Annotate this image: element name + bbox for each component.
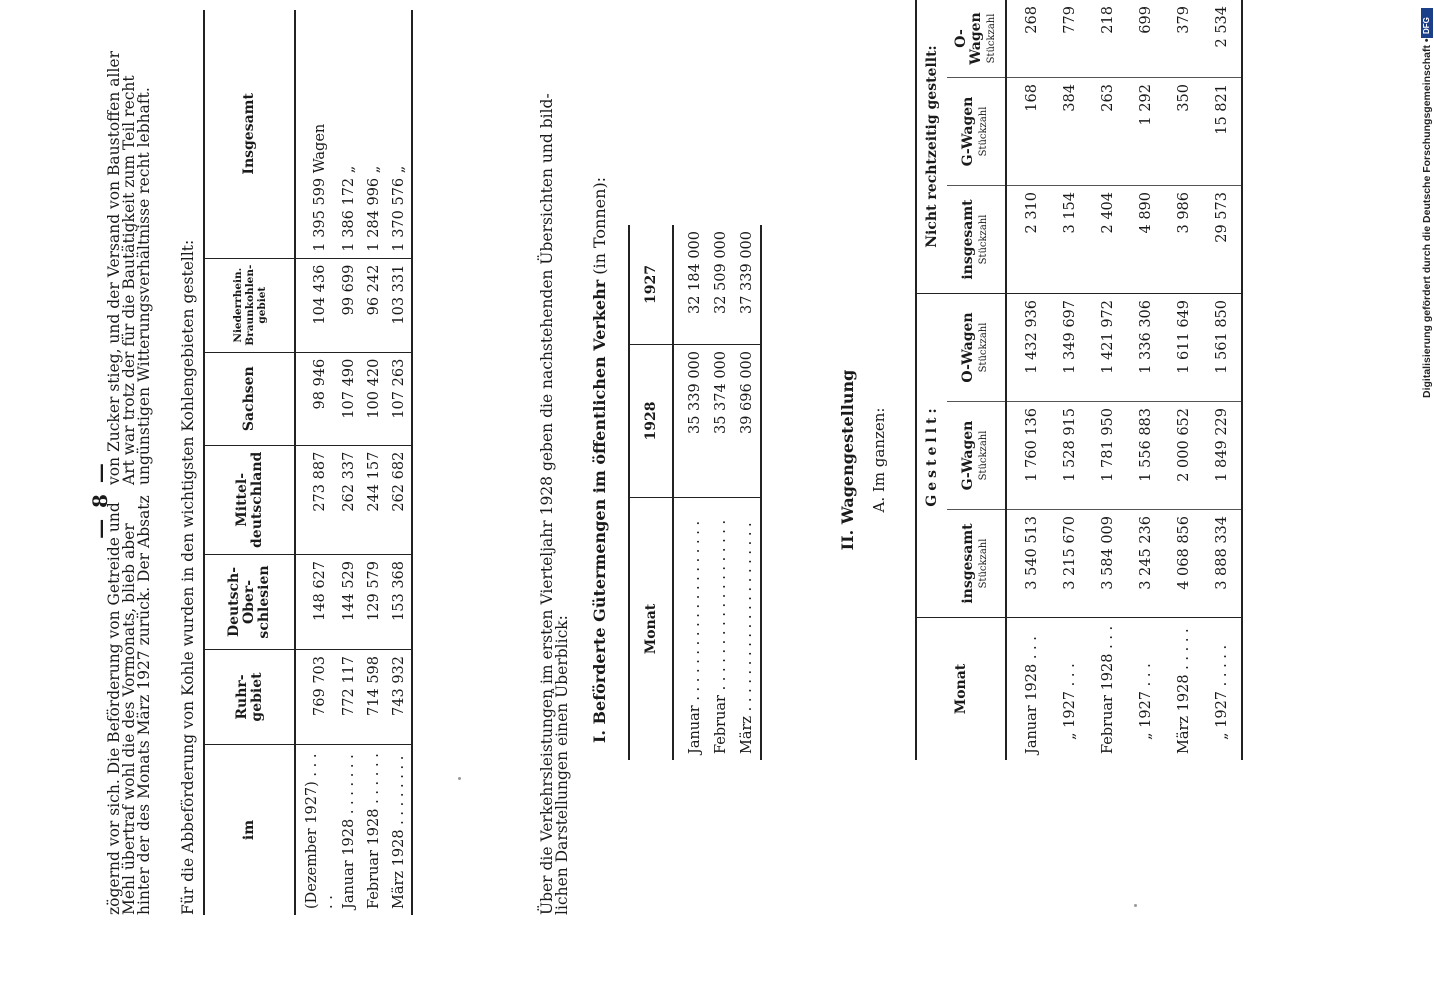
unit-label: Stückzahl — [978, 322, 989, 373]
section1-heading — [590, 5, 609, 915]
row-label: März 1928 . . . . . — [1176, 628, 1192, 754]
cell: 769 703 — [295, 650, 336, 745]
dfg-logo-text: DFG — [1422, 17, 1431, 34]
coal-intro-text: Für die Abbeförderung von Kohle wurden in den wichtigsten Kohlengebieten gestellt: — [179, 239, 197, 915]
cell: 3 986 — [1165, 186, 1203, 294]
col-header — [947, 402, 1006, 510]
row-label: „ 1927 . . . . . — [1203, 618, 1242, 761]
traffic-intro-line: Über die Verkehrsleistungen im ersten Vierteljahr 1928 geben die nachstehenden Übersichten und bild- — [538, 93, 556, 915]
cell: 350 — [1165, 78, 1203, 186]
cell: 1 781 950 — [1089, 402, 1127, 510]
col-header — [947, 186, 1006, 294]
row-label: Februar 1928 . . . . . . — [365, 753, 382, 909]
col-header: 1927 — [629, 225, 673, 345]
col-header: Mittel- deutschland — [204, 445, 295, 554]
cell: 144 529 — [336, 555, 361, 650]
col-header — [947, 294, 1006, 402]
table-row — [295, 10, 336, 915]
cell: 2 404 — [1089, 186, 1127, 294]
row-label: März 1928 . . . . . . . . — [386, 745, 412, 916]
unit-label: Stückzahl — [978, 214, 989, 265]
cell: 32 184 000 — [673, 225, 708, 345]
row-label: Januar 1928 . . . . . . . — [340, 754, 357, 909]
table-row — [1165, 0, 1203, 760]
cell: 244 157 — [361, 445, 386, 554]
col-header: im — [204, 745, 295, 916]
intro-line: Art war trotz der für die Bautätigkeit zum Teil recht — [120, 75, 138, 485]
cell: 2 310 — [1006, 186, 1051, 294]
table-row — [1127, 0, 1165, 760]
table-row — [1006, 0, 1051, 760]
col-header: Deutsch- Ober- schlesien — [204, 555, 295, 650]
traffic-intro — [540, 5, 570, 915]
goods-table-header — [629, 225, 673, 760]
cell: 15 821 — [1203, 78, 1242, 186]
cell: 772 117 — [336, 650, 361, 745]
goods-table — [628, 225, 762, 760]
cell: 218 — [1089, 0, 1127, 78]
cell: 107 263 — [386, 352, 412, 445]
table-row — [1051, 0, 1089, 760]
unit-label: Stückzahl — [985, 13, 997, 64]
sub-header-label: G-Wagen — [960, 96, 976, 167]
unit-label: Stückzahl — [978, 106, 989, 157]
cell: 262 682 — [386, 445, 412, 554]
sub-header-label: insgesamt — [960, 199, 976, 280]
col-header: Monat — [629, 498, 673, 761]
section1-unit: (in Tonnen): — [590, 176, 609, 275]
col-header: Insgesamt — [204, 10, 295, 258]
cell: 1 611 649 — [1165, 294, 1203, 402]
row-label: Februar 1928 . . . — [1100, 625, 1116, 754]
cell: 1 395 599 Wagen — [295, 10, 336, 258]
cell: 1 432 936 — [1006, 294, 1051, 402]
cell: 35 339 000 — [673, 345, 708, 498]
cell: 3 888 334 — [1203, 510, 1242, 618]
cell: 1 336 306 — [1127, 294, 1165, 402]
table-row — [734, 225, 761, 760]
intro-line: von Zucker stieg, und der Versand von Baustoffen aller — [105, 50, 123, 485]
wagon-table — [915, 0, 1243, 760]
cell: 1 528 915 — [1051, 402, 1089, 510]
col-header: Ruhr- gebiet — [204, 650, 295, 745]
coal-table — [203, 10, 413, 915]
cell: 3 215 670 — [1051, 510, 1089, 618]
cell: 3 584 009 — [1089, 510, 1127, 618]
col-header — [947, 0, 1006, 78]
intro-line: hinter der des Monats März 1927 zurück. Der Absatz — [135, 495, 153, 915]
unit-label: Stückzahl — [978, 430, 989, 481]
scan-speck — [1134, 904, 1137, 907]
cell: 103 331 — [386, 258, 412, 352]
section1-title: I. Beförderte Gütermengen im öffentlichen Verkehr — [590, 279, 609, 744]
cell: 1 292 — [1127, 78, 1165, 186]
cell: 1 421 972 — [1089, 294, 1127, 402]
intro-paragraph-left — [107, 480, 152, 915]
table-row — [361, 10, 386, 915]
wagon-table-group-header — [916, 0, 947, 760]
row-label: Januar . . . . . . . . . . . . . . . . . . . . — [687, 520, 703, 754]
intro-line: Mehl übertraf wohl die des Vormonats, blieb aber — [120, 523, 138, 915]
cell: 104 436 — [295, 258, 336, 352]
sub-header-label: G-Wagen — [960, 420, 976, 491]
page-number: — 8 — — [88, 461, 112, 539]
traffic-intro-line: lichen Darstellungen einen Überblick: — [553, 615, 571, 915]
cell: 1 284 996 „ — [361, 10, 386, 258]
cell: 714 598 — [361, 650, 386, 745]
cell: 268 — [1006, 0, 1051, 78]
cell: 2 000 652 — [1165, 402, 1203, 510]
row-label: „ 1927 . . . — [1062, 663, 1078, 740]
cell: 129 579 — [361, 555, 386, 650]
sub-header-label: insgesamt — [960, 523, 976, 604]
coal-table-header — [204, 10, 295, 915]
cell: 1 556 883 — [1127, 402, 1165, 510]
scan-speck — [458, 777, 461, 780]
section2-subtitle: A. Im ganzen: — [870, 407, 888, 513]
cell: 779 — [1051, 0, 1089, 78]
cell: 1 561 850 — [1203, 294, 1242, 402]
cell: 379 — [1165, 0, 1203, 78]
cell: 2 534 — [1203, 0, 1242, 78]
cell: 107 490 — [336, 352, 361, 445]
cell: 1 370 576 „ — [386, 10, 412, 258]
cell: 1 349 697 — [1051, 294, 1089, 402]
cell: 743 932 — [386, 650, 412, 745]
cell: 1 760 136 — [1006, 402, 1051, 510]
dfg-credit — [1418, 8, 1434, 992]
cell: 4 890 — [1127, 186, 1165, 294]
table-row — [336, 10, 361, 915]
table-row — [673, 225, 708, 760]
table-row — [708, 225, 734, 760]
unit-label: Stückzahl — [978, 538, 989, 589]
table-row — [1203, 0, 1242, 760]
col-header: 1928 — [629, 345, 673, 498]
cell: 3 154 — [1051, 186, 1089, 294]
table-row — [386, 10, 412, 915]
col-header — [947, 78, 1006, 186]
cell: 99 699 — [336, 258, 361, 352]
cell: 37 339 000 — [734, 225, 761, 345]
cell: 148 627 — [295, 555, 336, 650]
row-label: (Dezember 1927) . . . . . — [304, 753, 336, 909]
cell: 153 368 — [386, 555, 412, 650]
group-header: Nicht rechtzeitig gestellt: — [916, 0, 947, 294]
row-label: Februar . . . . . . . . . . . . . . . . . . . — [713, 519, 729, 754]
cell: 1 386 172 „ — [336, 10, 361, 258]
coal-intro — [181, 15, 196, 915]
cell: 1 849 229 — [1203, 402, 1242, 510]
dfg-logo-icon — [1421, 8, 1433, 38]
cell: 4 068 856 — [1165, 510, 1203, 618]
col-header: Sachsen — [204, 352, 295, 445]
intro-line: ungünstigen Witterungsverhältnisse recht lebhaft. — [135, 87, 153, 485]
cell: 39 696 000 — [734, 345, 761, 498]
cell: 273 887 — [295, 445, 336, 554]
cell: 3 245 236 — [1127, 510, 1165, 618]
cell: 29 573 — [1203, 186, 1242, 294]
row-label: Januar 1928 . . . — [1024, 636, 1040, 754]
cell: 96 242 — [361, 258, 386, 352]
sub-header-label: O-Wagen — [952, 12, 984, 65]
cell: 3 540 513 — [1006, 510, 1051, 618]
cell: 168 — [1006, 78, 1051, 186]
section2-title: II. Wagengestellung — [838, 369, 857, 551]
cell: 262 337 — [336, 445, 361, 554]
cell: 98 946 — [295, 352, 336, 445]
cell: 384 — [1051, 78, 1089, 186]
dfg-credit-text: Digitalisierung gefördert durch die Deutsche Forschungsgemeinschaft • — [1421, 38, 1433, 398]
cell: 32 509 000 — [708, 225, 734, 345]
sub-header-label: O-Wagen — [960, 312, 976, 383]
cell: 100 420 — [361, 352, 386, 445]
intro-paragraph-right — [107, 5, 152, 485]
row-label: „ 1927 . . . — [1138, 663, 1154, 740]
cell: 263 — [1089, 78, 1127, 186]
col-header — [947, 510, 1006, 618]
cell: 699 — [1127, 0, 1165, 78]
col-header: Niederrhein. Braunkohlen- gebiet — [204, 258, 295, 352]
table-row — [1089, 0, 1127, 760]
row-label: März . . . . . . . . . . . . . . . . . . . . . — [734, 498, 761, 761]
intro-line: zögernd vor sich. Die Beförderung von Getreide und — [105, 502, 123, 915]
cell: 35 374 000 — [708, 345, 734, 498]
group-header: Gestellt: — [916, 294, 947, 618]
col-header: Monat — [916, 618, 1006, 761]
